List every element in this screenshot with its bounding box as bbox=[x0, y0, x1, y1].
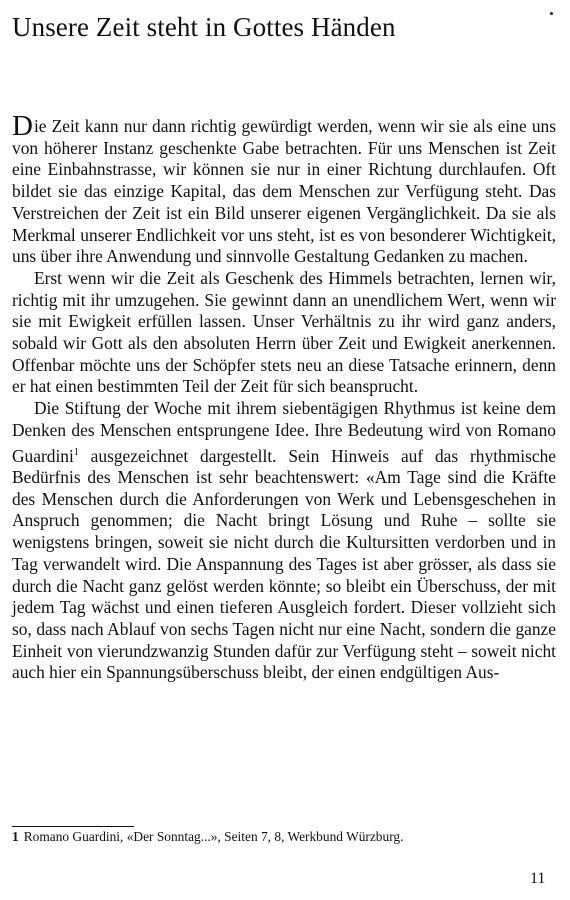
footnote-text: Romano Guardini, «Der Sonntag...», Seiten 7, 8, Werkbund Würzburg. bbox=[23, 829, 404, 844]
paragraph-3-text-end: ausgezeichnet dargestellt. Sein Hinweis auf das rhythmische Bedürfnis des Menschen ist sehr beachtenswert: «Am Tage sind die Kräfte des Menschen durch die Anforderungen von Werk und Lebensgeschehen in Anspruch genommen; die Nacht bringt Lösung und Ruhe – sollte sie wenigstens bringen, soweit sie nicht durch die Kultursitten verdorben und in Tag verwandelt wird. Die Anspannung des Tages ist aber grösser, als dass sie durch die Nacht ganz gelöst werden könnte; so bleibt ein Überschuss, der mit jedem Tag wächst und einen tieferen Ausgleich fordert. Dieser vollzieht sich so, dass nach Ablauf von sechs Tagen nicht nur eine Nacht, sondern die ganze Einheit von vierundzwanzig Stunden dafür zur Verfügung steht – soweit nicht auch hier ein Spannungsüberschuss bleibt, der einen endgültigen Aus- bbox=[12, 445, 556, 683]
paragraph-2: Erst wenn wir die Zeit als Geschenk des Himmels betrachten, lernen wir, richtig mit ihr umzugehen. Sie gewinnt dann an unendlichem Wert, wenn wir sie mit Ewigkeit erfüllen lassen. Unser Verhältnis zu ihr wird ganz anders, sobald wir Gott als den absoluten Herrn über Zeit und Ewigkeit anerkennen. Offenbar möchte uns der Schöpfer stets neu an diese Tatsache erinnern, denn er hat einen bestimmten Teil der Zeit für sich beansprucht. bbox=[12, 267, 556, 397]
body-text bbox=[12, 110, 556, 684]
page-number: 11 bbox=[530, 870, 546, 887]
paragraph-1 bbox=[12, 110, 556, 268]
print-speck bbox=[550, 12, 553, 15]
paragraph-3 bbox=[12, 398, 556, 684]
chapter-title: Unsere Zeit steht in Gottes Händen bbox=[12, 12, 396, 42]
paragraph-3-text-start: Die Stiftung der Woche mit ihrem siebentägigen Rhythmus ist keine dem Denken des Menschen entsprungene Idee. Ihre Bedeutung wird von Romano Guardini bbox=[12, 398, 556, 466]
footnote bbox=[12, 829, 403, 845]
initial-letter: D bbox=[12, 110, 33, 142]
footnote-rule bbox=[12, 826, 134, 827]
footnote-reference: 1 bbox=[73, 446, 79, 458]
paragraph-1-text: ie Zeit kann nur dann richtig gewürdigt werden, wenn wir sie als eine uns von höherer Instanz geschenkte Gabe betrachten. Für uns Menschen ist Zeit eine Einbahnstrasse, wir können sie nur in einer Richtung durchlaufen. Oft bildet sie das einzige Kapital, das dem Menschen zur Verfügung steht. Das Verstreichen der Zeit ist ein Bild unserer eigenen Vergänglichkeit. Da sie als Merkmal unserer Endlichkeit vor uns steht, ist es von besonderer Wichtigkeit, uns über ihre Anwendung und sinnvolle Gestaltung Gedanken zu machen. bbox=[12, 116, 556, 267]
footnote-marker: 1 bbox=[12, 829, 19, 844]
